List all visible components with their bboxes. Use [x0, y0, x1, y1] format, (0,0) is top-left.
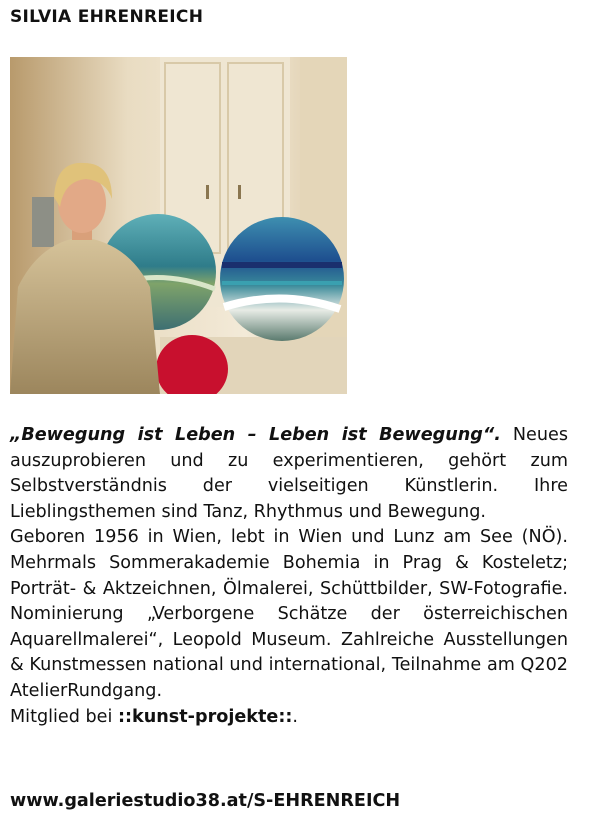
bio-paragraph-intro [10, 423, 568, 525]
artist-photo [10, 57, 347, 394]
membership-prefix: Mitglied bei [10, 706, 118, 727]
membership-suffix: . [292, 706, 299, 727]
gallery-website-link[interactable]: www.galeriestudio38.at/S-EHRENREICH [10, 791, 401, 811]
bio-membership [10, 705, 568, 731]
artist-biography [10, 423, 568, 730]
motto-quote: „Bewegung ist Leben – Leben ist Bewegung“. [10, 425, 501, 445]
bio-intro-text: Neues auszuprobieren und zu experimentieren, gehört zum Selbstverständnis der vielseitigen Künstlerin. Ihre Lieblingsthemen sind Tanz, Rhythmus und Bewegung. [10, 425, 568, 522]
page-title: SILVIA EHRENREICH [10, 7, 204, 27]
membership-group: ::kunst-projekte:: [117, 706, 293, 727]
bio-paragraph-details: Geboren 1956 in Wien, lebt in Wien und Lunz am See (NÖ). Mehrmals Sommerakademie Bohemia in Prag & Kosteletz; Porträt- & Aktzeichnen, Ölmalerei, Schüttbilder, SW-Fotografie. Nominierung „Verborgene Schätze der österreichischen Aquarellmalerei“, Leopold Museum. Zahlreiche Ausstellungen & Kunstmessen national und international, Teilnahme am Q202 AtelierRundgang. [10, 527, 568, 701]
